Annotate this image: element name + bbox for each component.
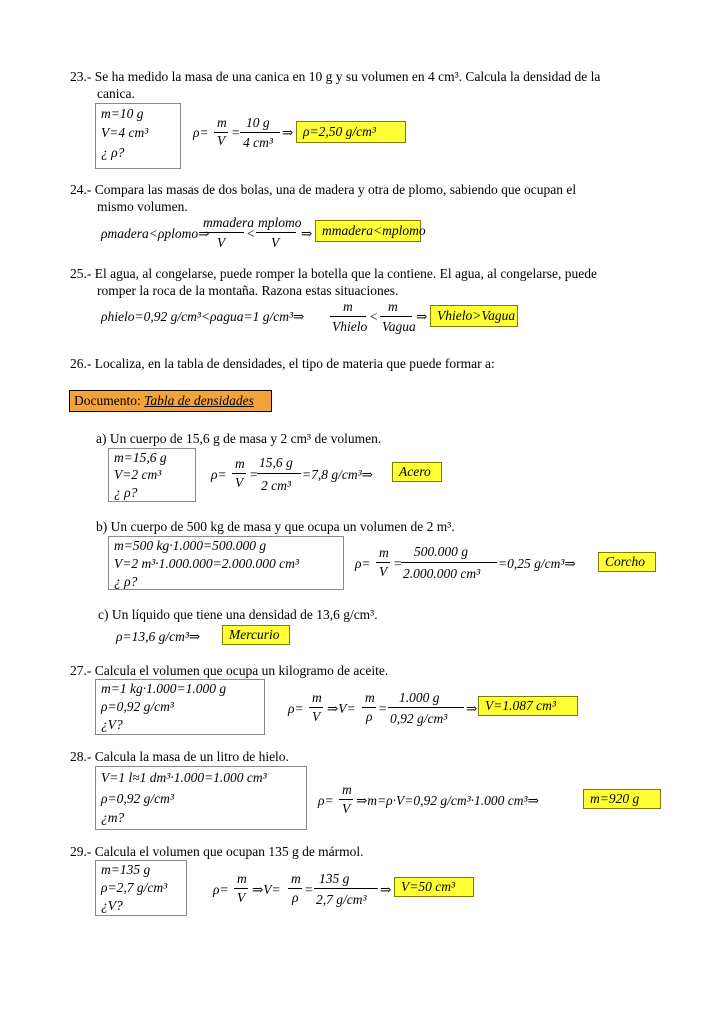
question-23-text: 23.- Se ha medido la masa de una canica en 10 g y su volumen en 4 cm³. Calcula la densidad de la bbox=[70, 69, 601, 84]
given-mass: m=1 kg·1.000=1.000 g bbox=[101, 681, 227, 696]
given-volume: V=1 l≈1 dm³·1.000=1.000 cm³ bbox=[101, 770, 267, 785]
formula-lhs: ρ= bbox=[318, 793, 334, 808]
fraction-numerator: m bbox=[342, 782, 352, 797]
formula-rest: =7,8 g/cm³⇒ bbox=[302, 467, 373, 482]
part-c-text: c) Un líquido que tiene una densidad de 13,6 g/cm³. bbox=[98, 607, 378, 622]
given-mass: m=500 kg·1.000=500.000 g bbox=[114, 538, 267, 553]
fraction-denominator: 2 cm³ bbox=[261, 478, 291, 493]
formula-lhs: ρ= bbox=[355, 556, 371, 571]
fraction-bar bbox=[288, 888, 302, 889]
fraction-denominator: 0,92 g/cm³ bbox=[390, 711, 448, 726]
fraction-denominator: 4 cm³ bbox=[243, 135, 273, 150]
fraction-numerator: m bbox=[365, 690, 375, 705]
fraction-bar bbox=[339, 799, 353, 800]
fraction-bar bbox=[401, 562, 497, 563]
question-29-text: 29.- Calcula el volumen que ocupan 135 g de mármol. bbox=[70, 844, 364, 859]
fraction-numerator: m bbox=[379, 545, 389, 560]
implies-arrow: ⇒ bbox=[466, 701, 478, 716]
unknown: ¿m? bbox=[101, 810, 125, 825]
unknown: ¿ ρ? bbox=[101, 145, 125, 160]
result-highlight: mmadera<mplomo bbox=[315, 220, 421, 242]
given-density: ρ=0,92 g/cm³ bbox=[101, 791, 174, 806]
given-density: ρ=13,6 g/cm³⇒ bbox=[116, 629, 201, 644]
formula-lhs: ρ= bbox=[288, 701, 304, 716]
given-mass: m=135 g bbox=[101, 862, 151, 877]
question-24-text: 24.- Compara las masas de dos bolas, una de madera y otra de plomo, sabiendo que ocupan el bbox=[70, 182, 577, 197]
fraction-numerator: m bbox=[388, 299, 398, 314]
question-25-text: 25.- El agua, al congelarse, puede romper la botella que la contiene. El agua, al congelarse, puede bbox=[70, 266, 598, 281]
result-highlight: Acero bbox=[392, 462, 442, 482]
formula-lhs: ρhielo=0,92 g/cm³<ρagua=1 g/cm³⇒ bbox=[101, 309, 305, 324]
result-highlight: Corcho bbox=[598, 552, 656, 572]
fraction-bar bbox=[314, 888, 378, 889]
fraction-numerator: m bbox=[343, 299, 353, 314]
equals-sign: = bbox=[393, 556, 403, 571]
fraction-denominator: V bbox=[312, 709, 321, 724]
fraction-bar bbox=[232, 473, 246, 474]
unknown: ¿V? bbox=[101, 717, 123, 732]
fraction-bar bbox=[362, 707, 376, 708]
result-highlight: ρ=2,50 g/cm³ bbox=[296, 121, 406, 143]
fraction-denominator: V bbox=[271, 235, 280, 250]
fraction-bar bbox=[200, 232, 244, 233]
fraction-bar bbox=[309, 707, 323, 708]
fraction-bar bbox=[234, 888, 248, 889]
question-27-text: 27.- Calcula el volumen que ocupa un kilogramo de aceite. bbox=[70, 663, 389, 678]
fraction-denominator: V bbox=[217, 133, 226, 148]
part-a-text: a) Un cuerpo de 15,6 g de masa y 2 cm³ de volumen. bbox=[96, 431, 382, 446]
fraction-bar bbox=[388, 707, 464, 708]
equals-sign: = bbox=[249, 467, 259, 482]
formula-mid: ⇒V= bbox=[252, 882, 281, 897]
fraction-numerator: m bbox=[312, 690, 322, 705]
fraction-bar bbox=[257, 473, 301, 474]
document-label: Documento: bbox=[74, 393, 141, 408]
fraction-numerator: m bbox=[237, 871, 247, 886]
fraction-numerator: 1.000 g bbox=[399, 690, 440, 705]
formula-rest: =0,25 g/cm³⇒ bbox=[498, 556, 576, 571]
fraction-numerator: m bbox=[291, 871, 301, 886]
unknown: ¿V? bbox=[101, 898, 123, 913]
unknown: ¿ ρ? bbox=[114, 485, 138, 500]
question-28-text: 28.- Calcula la masa de un litro de hielo. bbox=[70, 749, 289, 764]
less-than: < bbox=[369, 309, 379, 324]
given-volume: V=2 m³·1.000.000=2.000.000 cm³ bbox=[114, 556, 299, 571]
result-highlight: V=1.087 cm³ bbox=[478, 696, 578, 716]
question-23-text-cont: canica. bbox=[97, 86, 135, 101]
fraction-denominator: 2.000.000 cm³ bbox=[403, 566, 481, 581]
fraction-bar bbox=[256, 232, 296, 233]
fraction-denominator: 2,7 g/cm³ bbox=[316, 892, 367, 907]
equals-sign: = bbox=[231, 125, 241, 140]
fraction-numerator: m bbox=[235, 456, 245, 471]
unknown: ¿ ρ? bbox=[114, 574, 138, 589]
fraction-bar bbox=[330, 316, 366, 317]
question-24-text-cont: mismo volumen. bbox=[97, 199, 188, 214]
fraction-bar bbox=[376, 562, 390, 563]
result-highlight: m=920 g bbox=[583, 789, 661, 809]
formula-mid: ⇒V= bbox=[327, 701, 356, 716]
fraction-numerator: 135 g bbox=[319, 871, 350, 886]
formula-lhs: ρ= bbox=[211, 467, 227, 482]
question-25-text-cont: romper la roca de la montaña. Razona estas situaciones. bbox=[97, 283, 399, 298]
equals-sign: = bbox=[378, 701, 388, 716]
fraction-numerator: mmadera bbox=[203, 215, 254, 230]
less-than: < bbox=[246, 226, 256, 241]
part-b-text: b) Un cuerpo de 500 kg de masa y que ocupa un volumen de 2 m³. bbox=[96, 519, 455, 534]
document-link-box[interactable] bbox=[69, 390, 272, 412]
formula-lhs: ρmadera<ρplomo⇒ bbox=[101, 226, 210, 241]
fraction-bar bbox=[240, 132, 280, 133]
fraction-numerator: m bbox=[217, 115, 227, 130]
question-26-text: 26.- Localiza, en la tabla de densidades, el tipo de materia que puede formar a: bbox=[70, 356, 495, 371]
fraction-numerator: 500.000 g bbox=[414, 544, 468, 559]
result-highlight: Vhielo>Vagua bbox=[430, 305, 518, 327]
fraction-numerator: 10 g bbox=[246, 115, 270, 130]
fraction-denominator: Vagua bbox=[382, 319, 416, 334]
fraction-bar bbox=[380, 316, 412, 317]
given-mass: m=15,6 g bbox=[114, 450, 167, 465]
fraction-denominator: V bbox=[217, 235, 226, 250]
implies-arrow: ⇒ bbox=[301, 226, 313, 241]
given-volume: V=2 cm³ bbox=[114, 467, 162, 482]
fraction-denominator: ρ bbox=[292, 890, 299, 905]
given-volume: V=4 cm³ bbox=[101, 125, 149, 140]
implies-arrow: ⇒ bbox=[380, 882, 392, 897]
formula-rest: ⇒m=ρ·V=0,92 g/cm³·1.000 cm³⇒ bbox=[356, 793, 539, 808]
given-density: ρ=0,92 g/cm³ bbox=[101, 699, 174, 714]
document-link[interactable]: Tabla de densidades bbox=[144, 393, 254, 408]
fraction-denominator: V bbox=[235, 475, 244, 490]
given-density: ρ=2,7 g/cm³ bbox=[101, 880, 168, 895]
result-highlight: Mercurio bbox=[222, 625, 290, 645]
fraction-denominator: Vhielo bbox=[332, 319, 368, 334]
fraction-denominator: V bbox=[342, 801, 351, 816]
implies-arrow: ⇒ bbox=[282, 125, 294, 140]
fraction-denominator: ρ bbox=[366, 709, 373, 724]
formula-lhs: ρ= bbox=[213, 882, 229, 897]
fraction-denominator: V bbox=[379, 564, 388, 579]
fraction-numerator: 15,6 g bbox=[259, 455, 293, 470]
fraction-numerator: mplomo bbox=[258, 215, 302, 230]
implies-arrow: ⇒ bbox=[416, 309, 428, 324]
result-highlight: V=50 cm³ bbox=[394, 877, 474, 897]
fraction-denominator: V bbox=[237, 890, 246, 905]
given-mass: m=10 g bbox=[101, 106, 144, 121]
equals-sign: = bbox=[304, 882, 314, 897]
formula-lhs: ρ= bbox=[193, 125, 209, 140]
